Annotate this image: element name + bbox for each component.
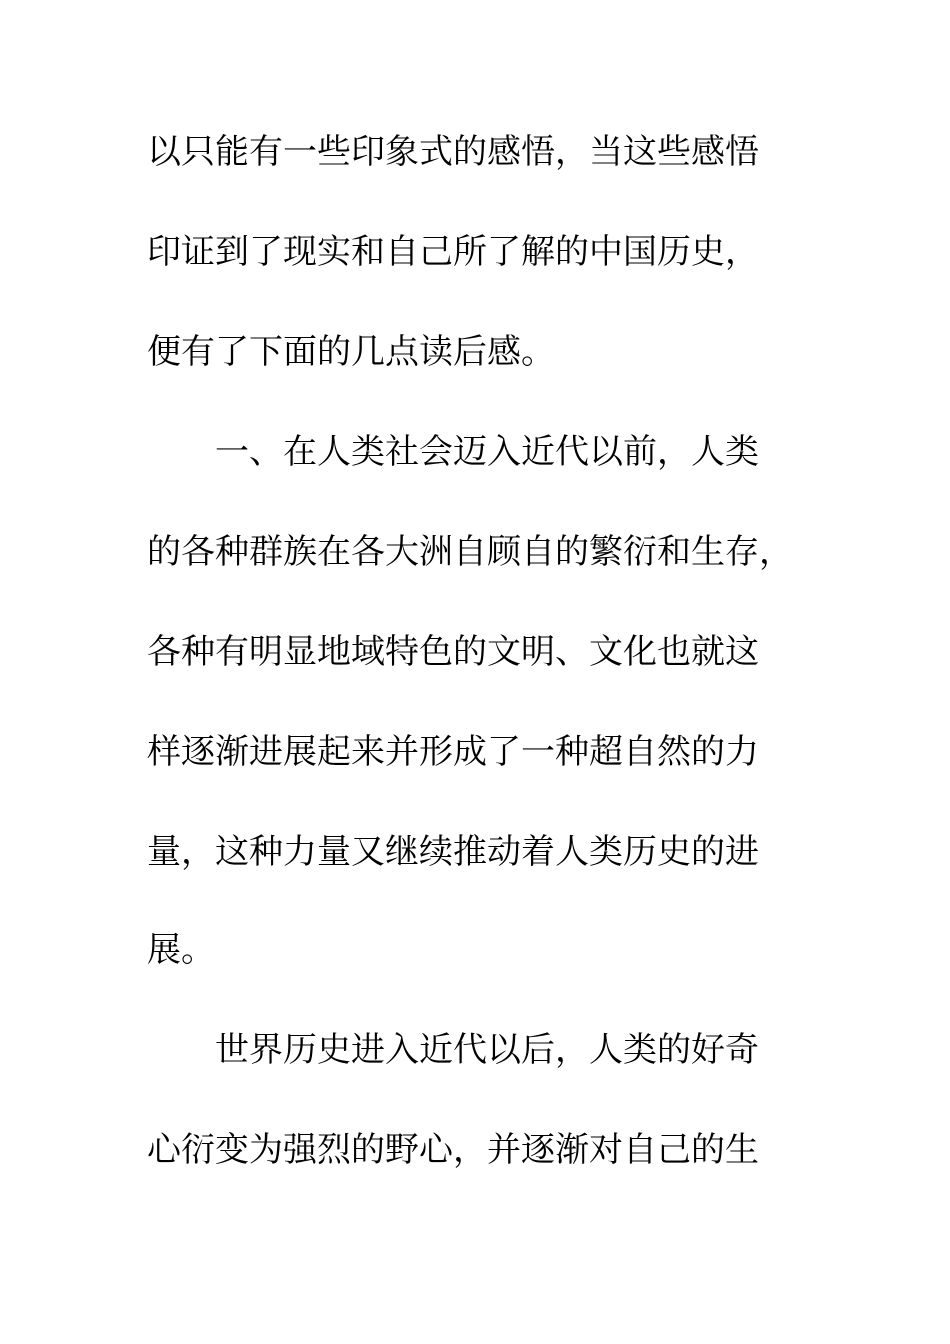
text-line: 便有了下面的几点读后感。: [147, 332, 555, 372]
text-line: 展。: [147, 930, 215, 970]
text-line: 以只能有一些印象式的感悟，当这些感悟: [147, 132, 759, 172]
paragraph-start-line: 世界历史进入近代以后，人类的好奇: [215, 1030, 759, 1070]
text-line: 量，这种力量又继续推动着人类历史的进: [147, 832, 759, 872]
paragraph-start-line: 一、在人类社会迈入近代以前，人类: [215, 432, 759, 472]
text-line: 的各种群族在各大洲自顾自的繁衍和生存，: [147, 532, 793, 572]
text-line: 印证到了现实和自己所了解的中国历史，: [147, 232, 759, 272]
text-line: 心衍变为强烈的野心，并逐渐对自己的生: [147, 1130, 759, 1170]
text-line: 样逐渐进展起来并形成了一种超自然的力: [147, 732, 759, 772]
text-line: 各种有明显地域特色的文明、文化也就这: [147, 632, 759, 672]
